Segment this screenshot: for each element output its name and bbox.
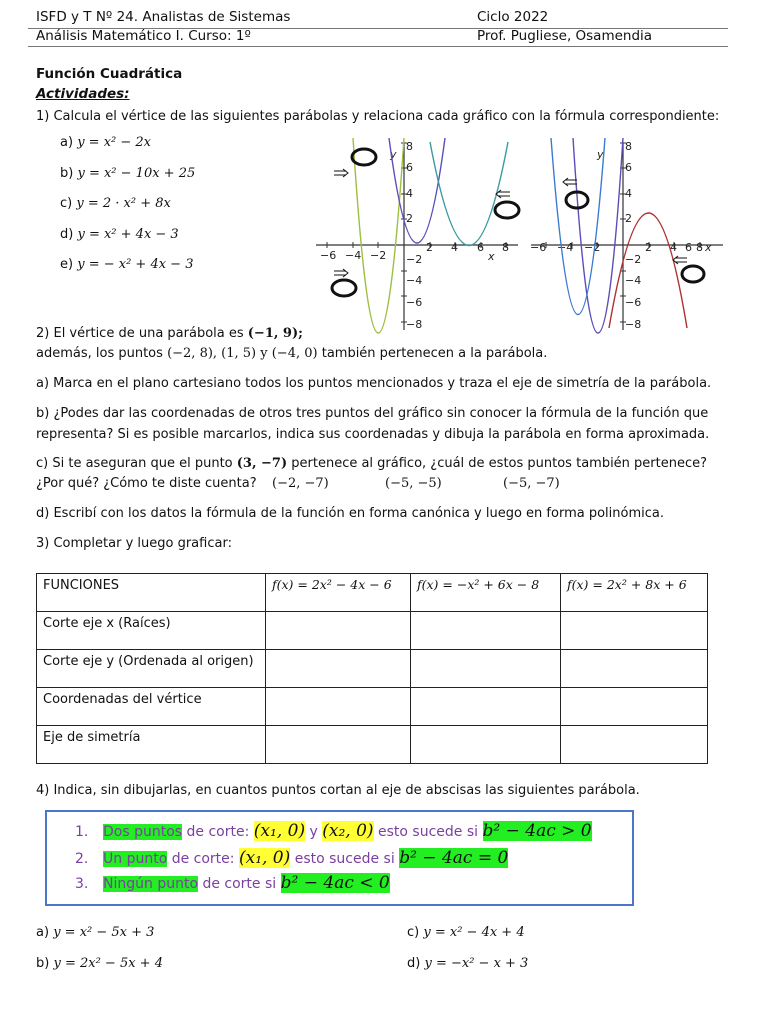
q2-a: a) Marca en el plano cartesiano todos los puntos mencionados y traza el eje de simetría de la parábola. [36, 376, 712, 391]
row-label: Eje de simetría [37, 726, 266, 764]
svg-text:6: 6 [477, 241, 484, 254]
answer-cell[interactable] [266, 612, 411, 650]
q2-line-1: 2) El vértice de una parábola es (−1, 9); [36, 326, 303, 341]
table-row [37, 612, 708, 650]
answer-cell[interactable] [561, 612, 708, 650]
answer-cell[interactable] [266, 726, 411, 764]
answer-oval[interactable] [332, 280, 356, 296]
header-line-2 [36, 28, 728, 44]
svg-text:6: 6 [625, 161, 632, 174]
row-label: Corte eje y (Ordenada al origen) [37, 650, 266, 688]
graph-2 [527, 138, 727, 334]
q1-formula-list [60, 128, 195, 281]
svg-text:4: 4 [625, 187, 632, 200]
q2-line-2: además, los puntos (−2, 8), (1, 5) y (−4, 0) también pertenecen a la parábola. [36, 346, 548, 361]
table-header-row [37, 574, 708, 612]
cycle: Ciclo 2022 [477, 9, 549, 25]
q1-item-e: e) y = − x² + 4x − 3 [60, 257, 194, 272]
svg-text:4: 4 [670, 241, 677, 254]
answer-oval[interactable] [682, 266, 704, 282]
q1-item-d: d) y = x² + 4x − 3 [60, 226, 179, 242]
svg-text:−4: −4 [345, 249, 362, 262]
q4-item-b: b) y = 2x² − 5x + 4 [36, 956, 163, 971]
q1-item-a: a) y = x² − 2x [60, 135, 151, 150]
svg-text:y: y [390, 148, 397, 161]
table-header-cell: f(x) = −x² + 6x − 8 [411, 574, 561, 612]
table-header-cell: FUNCIONES [37, 574, 266, 612]
svg-text:−6: −6 [625, 296, 642, 309]
q2-c-option-1: (−2, −7) [272, 476, 329, 491]
institution: ISFD y T Nº 24. Analistas de Sistemas [36, 9, 291, 25]
course: Análisis Matemático I. Curso: 1º [36, 28, 251, 44]
q2-c-line-1: c) Si te aseguran que el punto (3, −7) pertenece al gráfico, ¿cuál de estos puntos también pertenece? [36, 456, 708, 471]
svg-text:−2: −2 [584, 241, 601, 254]
table-row [37, 726, 708, 764]
svg-text:−2: −2 [370, 249, 387, 262]
svg-text:−6: −6 [406, 296, 423, 309]
answer-cell[interactable] [266, 688, 411, 726]
svg-text:8: 8 [406, 140, 413, 153]
answer-cell[interactable] [561, 726, 708, 764]
svg-text:8: 8 [502, 241, 509, 254]
svg-text:8: 8 [625, 140, 632, 153]
svg-text:−6: −6 [530, 241, 547, 254]
parabola-red [609, 213, 687, 328]
parabola-purple [573, 138, 623, 333]
parabola-blue [551, 138, 605, 315]
q2-c-line-2: ¿Por qué? ¿Cómo te diste cuenta? [36, 476, 257, 491]
q1-item-b: b) y = x² − 10x + 25 [60, 165, 196, 181]
svg-text:−8: −8 [625, 318, 642, 331]
q4-statement: 4) Indica, sin dibujarlas, en cuantos puntos cortan al eje de abscisas las siguientes parábola. [36, 783, 640, 798]
svg-text:2: 2 [645, 241, 652, 254]
svg-text:2: 2 [406, 212, 413, 225]
q2-c-option-3: (−5, −7) [503, 476, 560, 491]
q4-item-a: a) y = x² − 5x + 3 [36, 925, 155, 940]
row-label: Coordenadas del vértice [37, 688, 266, 726]
svg-text:−2: −2 [625, 253, 642, 266]
answer-cell[interactable] [411, 726, 561, 764]
answer-cell[interactable] [266, 650, 411, 688]
q2-b-line-1: b) ¿Podes dar las coordenadas de otros tres puntos del gráfico sin conocer la fórmula de la función que [36, 406, 709, 421]
svg-text:8: 8 [696, 241, 703, 254]
q3-statement: 3) Completar y luego graficar: [36, 536, 232, 551]
svg-text:6: 6 [406, 161, 413, 174]
table-header-cell: f(x) = 2x² + 8x + 6 [561, 574, 708, 612]
box-line-2: 2. Un punto de corte: (x₁, 0) esto sucede si b² − 4ac = 0 [75, 848, 509, 868]
svg-text:−4: −4 [557, 241, 574, 254]
answer-oval[interactable] [352, 149, 376, 165]
page-title: Función Cuadrática [36, 66, 183, 82]
row-label: Corte eje x (Raíces) [37, 612, 266, 650]
table-row [37, 650, 708, 688]
table-header-cell: f(x) = 2x² − 4x − 6 [266, 574, 411, 612]
svg-text:6: 6 [685, 241, 692, 254]
svg-text:−8: −8 [406, 318, 423, 331]
svg-text:4: 4 [451, 241, 458, 254]
q3-table [36, 573, 708, 764]
parabola-green [353, 138, 404, 333]
q4-item-d: d) y = −x² − x + 3 [407, 956, 529, 971]
box-line-1: 1. Dos puntos de corte: (x₁, 0) y (x₂, 0) esto sucede si b² − 4ac > 0 [75, 821, 592, 841]
svg-text:−4: −4 [406, 274, 423, 287]
svg-text:4: 4 [406, 187, 413, 200]
answer-cell[interactable] [411, 612, 561, 650]
svg-text:−6: −6 [320, 249, 337, 262]
q2-c-option-2: (−5, −5) [385, 476, 442, 491]
svg-text:2: 2 [426, 241, 433, 254]
table-row [37, 688, 708, 726]
q1-item-c: c) y = 2 · x² + 8x [60, 196, 171, 211]
q4-item-c: c) y = x² − 4x + 4 [407, 925, 525, 940]
svg-text:2: 2 [625, 212, 632, 225]
svg-text:−2: −2 [406, 253, 423, 266]
professors: Prof. Pugliese, Osamendia [477, 28, 653, 44]
svg-text:x: x [488, 250, 495, 263]
discriminant-box [45, 810, 634, 906]
header-divider-bottom [28, 46, 728, 47]
answer-cell[interactable] [411, 688, 561, 726]
header-line-1 [36, 9, 728, 25]
svg-text:−4: −4 [625, 274, 642, 287]
box-line-3: 3. Ningún punto de corte si b² − 4ac < 0 [75, 873, 390, 893]
answer-cell[interactable] [561, 688, 708, 726]
answer-cell[interactable] [561, 650, 708, 688]
answer-cell[interactable] [411, 650, 561, 688]
q1-statement: 1) Calcula el vértice de las siguientes parábolas y relaciona cada gráfico con la fórmula correspondiente: [36, 109, 720, 124]
activities-heading: Actividades: [36, 86, 130, 102]
answer-oval[interactable] [495, 202, 519, 218]
q2-b-line-2: representa? Si es posible marcarlos, indica sus coordenadas y dibuja la parábola en forma aproximada. [36, 427, 710, 442]
svg-text:y: y [597, 148, 604, 161]
graph-1 [312, 138, 522, 334]
q2-d: d) Escribí con los datos la fórmula de la función en forma canónica y luego en forma polinómica. [36, 506, 664, 521]
svg-text:x: x [705, 241, 712, 254]
